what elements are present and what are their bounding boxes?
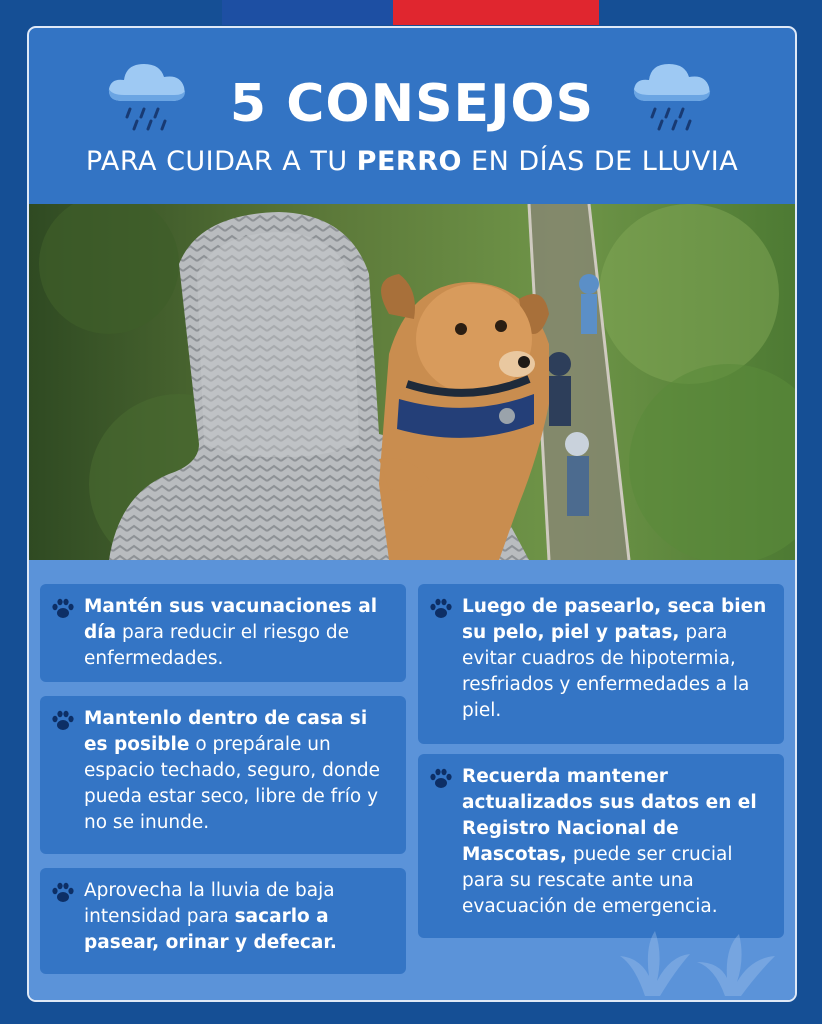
tip-card-1 <box>40 584 406 682</box>
infographic-card <box>27 26 797 1002</box>
flag-stripe-blue <box>222 0 393 25</box>
paw-icon <box>428 766 454 792</box>
tip-card-3 <box>40 868 406 974</box>
subtitle-prefix: PARA CUIDAR A TU <box>85 146 357 177</box>
tip-card-4 <box>418 584 784 744</box>
tip-text: para evitar cuadros de hipotermia, resfriados y enfermedades a la piel. <box>462 622 750 721</box>
tip-highlight: Recuerda mantener actualizados sus datos en el Registro Nacional de Mascotas, <box>462 766 757 865</box>
tip-highlight: Luego de pasearlo, seca bien su pelo, piel y patas, <box>462 596 767 643</box>
tip-highlight: Mantén sus vacunaciones al día <box>84 596 378 643</box>
tip-highlight: sacarlo a pasear, orinar y defecar. <box>84 906 337 953</box>
paw-icon <box>428 596 454 622</box>
tip-text: puede ser crucial para su rescate ante una evacuación de emergencia. <box>462 844 733 917</box>
tip-card-2 <box>40 696 406 854</box>
tip-text: o prepárale un espacio techado, seguro, donde pueda estar seco, libre de frío y no se inunde. <box>84 734 380 833</box>
tip-card-5 <box>418 754 784 938</box>
tip-highlight: Mantenlo dentro de casa si es posible <box>84 708 368 755</box>
page-subtitle <box>29 146 795 177</box>
paw-icon <box>50 880 76 906</box>
leaf-decoration <box>615 926 785 996</box>
paw-icon <box>50 596 76 622</box>
dog-photo <box>29 204 795 560</box>
tip-text: para reducir el riesgo de enfermedades. <box>84 622 349 669</box>
page-title: 5 CONSEJOS <box>229 74 595 134</box>
tips-area <box>29 560 795 1000</box>
subtitle-highlight: PERRO <box>356 146 462 177</box>
flag-stripe-red <box>393 0 599 25</box>
subtitle-suffix: EN DÍAS DE LLUVIA <box>461 146 739 177</box>
paw-icon <box>50 708 76 734</box>
tip-text: Aprovecha la lluvia de baja intensidad para <box>84 880 335 927</box>
